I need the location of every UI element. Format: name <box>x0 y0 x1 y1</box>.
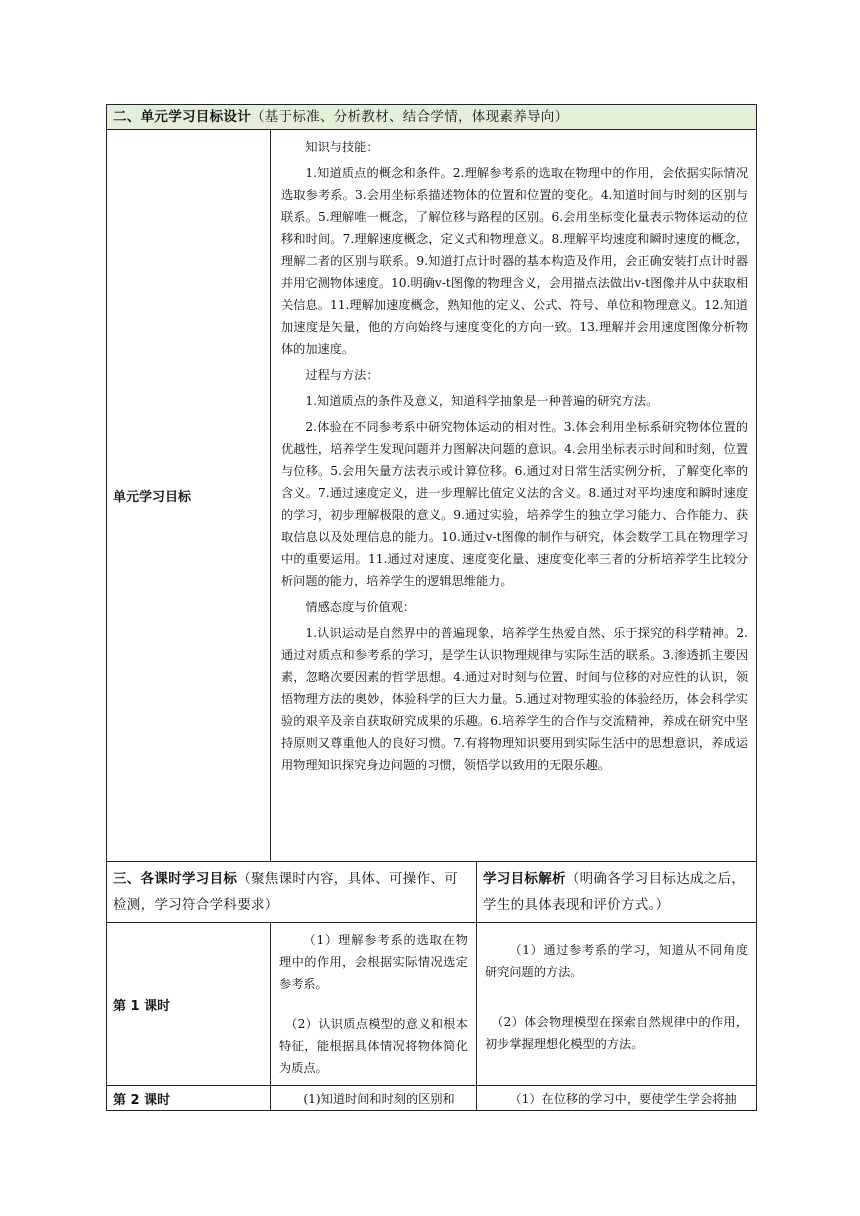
analysis-subtitle: （明确各学习目标达成之后，学生的具体表现和评价方式。） <box>483 871 746 913</box>
lesson1-goals-cell <box>271 923 477 1086</box>
lesson2-analysis-cell <box>477 1086 757 1111</box>
lesson1-goal-1: （1）理解参考系的选取在物理中的作用，会根据实际情况选定参考系。 <box>279 933 468 991</box>
section2-header <box>107 105 757 130</box>
lesson2-goals-cell <box>271 1086 477 1111</box>
knowledge-title: 知识与技能： <box>305 140 379 154</box>
unit-goals-label-cell <box>107 130 271 862</box>
lesson1-analysis-1: （1）通过参考系的学习，知道从不同角度研究问题的方法。 <box>485 943 749 979</box>
lesson2-goal-1: (1)知道时间和时刻的区别和 <box>303 1092 455 1106</box>
document-page <box>106 104 756 1111</box>
lesson2-label: 第 2 课时 <box>113 1092 171 1108</box>
lesson1-goal-2: （2）认识质点模型的意义和根本特征，能根据具体情况将物体简化为质点。 <box>279 1017 468 1075</box>
section3-subtitle: （聚焦课时内容，具体、可操作、可检测，学习符合学科要求） <box>113 871 459 913</box>
section2-subtitle: （基于标准、分析教材、结合学情，体现素养导向） <box>251 109 569 125</box>
lesson1-label-cell <box>107 923 271 1086</box>
lesson2-analysis-1: （1）在位移的学习中，要使学生学会将抽 <box>509 1092 737 1106</box>
section3-left-header <box>107 862 477 923</box>
lesson1-label: 第 1 课时 <box>113 998 171 1014</box>
process-paragraph-1: 1.知道质点的条件及意义，知道科学抽象是一种普遍的研究方法。 <box>305 394 659 408</box>
analysis-title: 学习目标解析 <box>483 871 566 887</box>
lesson2-label-cell <box>107 1086 271 1111</box>
process-paragraph-2: 2.体验在不同参考系中研究物体运动的相对性。3.体会利用坐标系研究物体位置的优越性，培养学生发现问题并力图解决问题的意识。4.会用坐标表示时间和时刻，位置与位移。5.会用矢量方法表示或计算位移。6.通过对日常生活实例分析，了解变化率的含义。7.通过速度定义，进一步理解比值定义法的含义。8.通过对平均速度和瞬时速度的学习，初步理解极限的意义。9.通过实验，培养学生的独立学习能力、合作能力、获取信息以及处理信息的能力。10.通过v-t图像的制作与研究，体会数学工具在物理学习中的重要运用。11.通过对速度、速度变化量、速度变化率三者的分析培养学生比较分析问题的能力，培养学生的逻辑思维能力。 <box>281 420 749 588</box>
section3-right-header <box>477 862 757 923</box>
unit-goals-label: 单元学习目标 <box>113 490 192 505</box>
emotion-body: 1.认识运动是自然界中的普遍现象，培养学生热爱自然、乐于探究的科学精神。2.通过对质点和参考系的学习，是学生认识物理规律与实际生活的联系。3.渗透抓主要因素，忽略次要因素的哲学思想。4.通过对时刻与位置、时间与位移的对应性的认识，领悟物理方法的奥妙，体验科学的巨大力量。5.通过对物理实验的体验经历，体会科学实验的艰辛及亲自获取研究成果的乐趣。6.培养学生的合作与交流精神，养成在研究中坚持原则又尊重他人的良好习惯。7.有将物理知识要用到实际生活中的思想意识，养成运用物理知识探究身边问题的习惯，领悟学以致用的无限乐趣。 <box>281 626 749 772</box>
unit-goals-content-cell <box>271 130 757 862</box>
lesson-plan-table <box>106 104 757 1111</box>
section2-title: 二、单元学习目标设计 <box>113 109 251 125</box>
process-title: 过程与方法： <box>305 368 379 382</box>
lesson1-analysis-cell <box>477 923 757 1086</box>
lesson1-analysis-2: （2）体会物理模型在探索自然规律中的作用，初步掌握理想化模型的方法。 <box>485 1015 749 1051</box>
emotion-title: 情感态度与价值观： <box>305 600 416 614</box>
knowledge-body: 1.知道质点的概念和条件。2.理解参考系的选取在物理中的作用，会依据实际情况选取参考系。3.会用坐标系描述物体的位置和位置的变化。4.知道时间与时刻的区别与联系。5.理解唯一概念，了解位移与路程的区别。6.会用坐标变化量表示物体运动的位移和时间。7.理解速度概念，定义式和物理意义。8.理解平均速度和瞬时速度的概念，理解二者的区别与联系。9.知道打点计时器的基本构造及作用，会正确安装打点计时器并用它测物体速度。10.明确v-t图像的物理含义，会用描点法做出v-t图像并从中获取相关信息。11.理解加速度概念，熟知他的定义、公式、符号、单位和物理意义。12.知道加速度是矢量，他的方向始终与速度变化的方向一致。13.理解并会用速度图像分析物体的加速度。 <box>281 166 749 356</box>
section3-title: 三、各课时学习目标 <box>113 871 238 887</box>
